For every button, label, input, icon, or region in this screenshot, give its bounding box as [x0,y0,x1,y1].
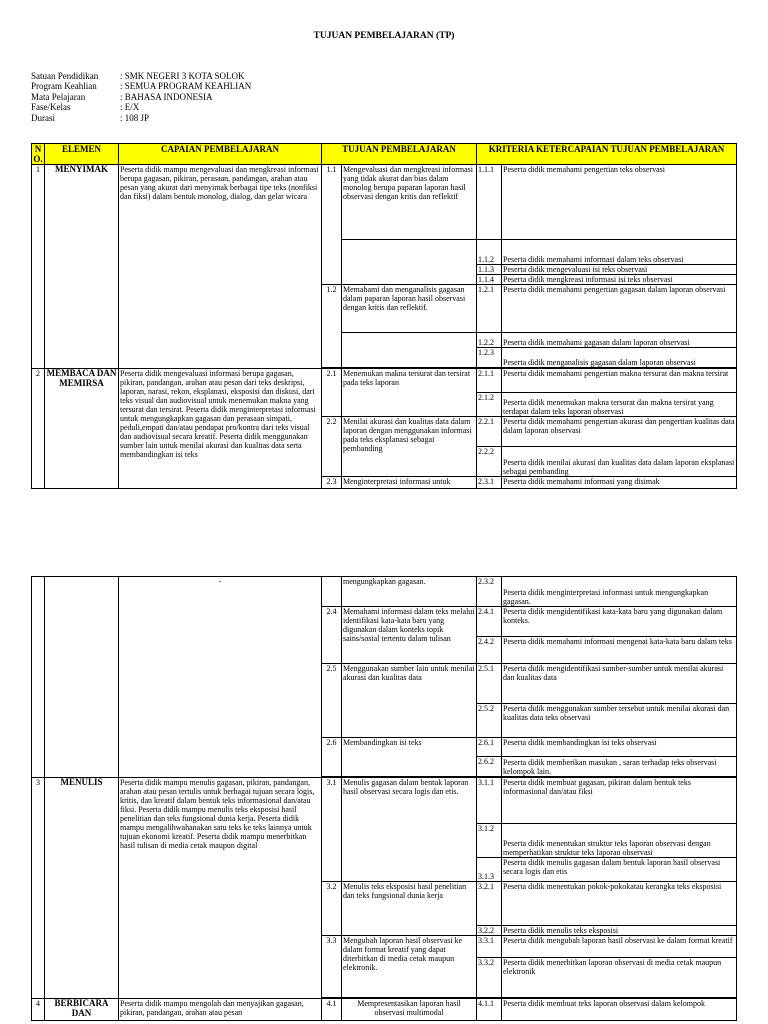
kriteria-number: 1.1.2 [477,255,501,265]
meta-value: : 108 JP [120,112,150,123]
header-elemen: ELEMEN [45,144,119,165]
kriteria-text: Peserta didik menganalisis gagasan dalam laporan observasi [503,358,696,367]
row-number-empty [32,577,45,778]
kriteria-text: Peserta didik menulis teks eksposisi [502,926,737,936]
tp-text: Membandingkan isi teks [342,738,477,777]
kriteria-text: Peserta didik menginterpretasi informasi untuk mengungkapkan gagasan. [502,577,737,607]
kriteria-number: 2.1.1 [477,369,502,393]
kriteria-number: 3.1.3 [477,858,502,882]
kriteria-text: Peserta didik memahami pengertian akurasi dan pengertian kualitas data dalam laporan observasi [502,417,737,447]
tp-text-empty [342,240,477,285]
tp-table-page-1 [31,143,737,489]
document-title: TUJUAN PEMBELAJARAN (TP) [313,31,455,41]
tp-table-page-2 [31,576,737,1021]
kriteria-text: Peserta didik memahami pengertian teks observasi [502,165,737,240]
kriteria-text: Peserta didik mengidentifikasi sumber-sumber untuk menilai akurasi dan kualitas data [502,664,737,704]
kriteria-number: 2.1.2 [477,393,502,417]
page-break-gap [0,490,768,566]
meta-label: Program Keahlian [31,81,97,92]
kriteria-number-stack [477,333,502,368]
kriteria-number-stack [477,240,502,285]
kriteria-number: 3.3.2 [477,958,502,998]
kriteria-text: Peserta didik menulis gagasan dalam bentuk laporan hasil observasi secara logis dan etis [502,858,737,882]
meta-row [31,81,251,91]
kriteria-number: 2.3.2 [477,577,502,607]
kriteria-text: Peserta didik menemukan makna tersurat dan makna tersirat yang terdapat dalam teks laporan observasi [502,393,737,417]
element-name: MENULIS [45,778,119,999]
tp-text: Menggunakan sumber lain untuk menilai akurasi dan kualitas data [342,664,477,738]
kriteria-number: 3.1.2 [477,824,502,858]
tp-number: 3.2 [322,882,342,936]
kriteria-text: Peserta didik memahami informasi yang disimak [502,477,737,489]
meta-label: Fase/Kelas [31,102,71,113]
table-row [32,577,737,607]
kriteria-text-stack [502,240,737,285]
meta-value: : SEMUA PROGRAM KEAHLIAN [120,81,252,92]
element-name: MENYIMAK [45,165,119,369]
meta-value: : BAHASA INDONESIA [120,91,213,102]
document-page-1 [0,0,768,490]
capaian-text: Peserta didik mampu mengevaluasi dan mengkreasi informasi berupa gagasan, pikiran, perasaan, pandangan, arahan atau pesan yang akurat dari menyimak berbagai tipe teks (nonfiksi dan fiksi) dalam bentuk monolog, dialog, dan gelar wicara [119,165,322,369]
kriteria-number: 2.2.2 [477,447,502,477]
tp-text: Mempresentasikan laporan hasil observasi multimodal [342,999,477,1021]
kriteria-number: 3.1.1 [477,778,502,824]
table-row [32,778,737,824]
capaian-continuation: - [119,577,322,778]
meta-value: : SMK NEGERI 3 KOTA SOLOK [120,71,245,81]
kriteria-number: 2.5.1 [477,664,502,704]
kriteria-text: Peserta didik memahami informasi dalam teks observasi [502,255,736,265]
kriteria-number: 1.2.3 [478,348,495,357]
row-number: 3 [32,778,45,999]
kriteria-text: Peserta didik menerbitkan laporan observasi di media cetak maupun elektronik [502,958,737,998]
kriteria-text: Peserta didik menilai akurasi dan kualitas data dalam laporan eksplanasi sebagai pembanding [502,447,737,477]
meta-value: : E/X [120,102,140,113]
meta-row [31,71,251,81]
capaian-text: Peserta didik mampu menulis gagasan, pikiran, pandangan, arahan atau pesan tertulis untuk berbagai tujuan secara logis, kritis, dan kreatif dalam bentuk teks informasional dan/atau fiksi. Peserta didik mampu menulis teks eksposisi hasil penelitian dan teks fungsional dunia kerja. Peserta didik mampu mengalihwahanakan satu teks ke teks lainnya untuk tujuan ekonomi kreatif. Peserta didik mampu menerbitkan hasil tulisan di media cetak maupun digital [119,778,322,999]
tp-text: Menulis teks eksposisi hasil penelitian dan teks fungsional dunia kerja [342,882,477,936]
tp-number: 2.5 [322,664,342,738]
element-name: MEMBACA DAN MEMIRSA [45,369,119,489]
kriteria-number: 1.1.3 [477,265,501,275]
kriteria-number: 2.5.2 [477,704,502,738]
header-kriteria: KRITERIA KETERCAPAIAN TUJUAN PEMBELAJARAN [477,144,737,165]
tp-number: 3.1 [322,778,342,882]
tp-text: Menemukan makna tersurat dan tersirat pada teks laporan [342,369,477,417]
tp-text: Memahami informasi dalam teks melalui identifikasi kata-kata baru yang digunakan dalam konteks topik sains/sosial tertentu dalam tulisan [342,607,477,664]
kriteria-text: Peserta didik menentukan pokok-pokokatau kerangka teks eksposisi [502,882,737,926]
header-no: NO. [33,144,43,164]
meta-label: Mata Pelajaran [31,91,86,102]
kriteria-number: 1.1.4 [478,275,495,284]
table-row [32,999,737,1021]
tp-number: 2.2 [322,417,342,477]
kriteria-number: 2.6.2 [477,757,502,777]
row-number: 1 [32,165,45,369]
kriteria-text: Peserta didik memberikan masukan , saran terhadap teks observasi kelompok lain. [502,757,737,777]
kriteria-text: Peserta didik mengubah laporan hasil observasi ke dalam format kreatif [502,936,737,958]
kriteria-number: 4.1.1 [477,999,502,1021]
table-row [32,369,737,393]
meta-row [31,113,251,123]
tp-text: Menilai akurasi dan kualitas data dalam laporan dengan menggunakan informasi pada teks eksplanasi sebagai pembanding [342,417,477,477]
tp-number: 2.4 [322,607,342,664]
identity-block [31,71,251,123]
table-row [32,165,737,240]
kriteria-number: 3.3.1 [477,936,502,958]
header-tujuan: TUJUAN PEMBELAJARAN [322,144,477,165]
kriteria-number: 2.6.1 [477,738,502,757]
tp-text-empty [342,333,477,368]
header-capaian: CAPAIAN PEMBELAJARAN [119,144,322,165]
kriteria-text: Peserta didik mengevaluasi isi teks observasi [502,265,736,275]
tp-text: Mengubah laporan hasil observasi ke dalam format kreatif yang dapat diterbitkan di media cetak maupun elektronik. [342,936,477,998]
kriteria-text: Peserta didik menentukan struktur teks laporan observasi dengan memperhatikan struktur teks laporan observasi [502,824,737,858]
meta-label: Satuan Pendidikan [31,71,99,81]
kriteria-text: Peserta didik mengkreasi informasi isi teks observasi [503,275,673,284]
kriteria-number: 2.4.1 [477,607,502,637]
tp-number: 2.6 [322,738,342,777]
kriteria-number: 3.2.1 [477,882,502,926]
meta-row [31,92,251,102]
tp-text: Memahami dan menganalisis gagasan dalam paparan laporan hasil observasi dengan kritis dan reflektif. [342,285,477,333]
kriteria-number: 1.2.1 [477,285,502,333]
capaian-text: Peserta didik mampu mengolah dan menyajikan gagasan, pikiran, pandangan, arahan atau pesan [119,999,322,1021]
meta-row [31,102,251,112]
row-number: 4 [32,999,45,1021]
tp-number: 1.2 [322,285,342,368]
kriteria-text: Peserta didik menggunakan sumber tersebut untuk menilai akurasi dan kualitas data teks observasi [502,704,737,738]
tp-number-empty [322,577,342,607]
tp-number: 3.3 [322,936,342,998]
meta-label: Durasi [31,112,55,123]
element-name-empty [45,577,119,778]
row-number: 2 [32,369,45,489]
kriteria-number: 1.2.2 [477,338,501,348]
kriteria-text: Peserta didik memahami gagasan dalam laporan observasi [502,338,736,348]
kriteria-text-stack [502,333,737,368]
tp-text: Menulis gagasan dalam bentuk laporan hasil observasi secara logis dan etis. [342,778,477,882]
table-header-row [32,144,737,165]
kriteria-number: 3.2.2 [477,926,502,936]
kriteria-text: Peserta didik membandingkan isi teks observasi [502,738,737,757]
kriteria-text: Peserta didik mengidentifikasi kata-kata baru yang digunakan dalam konteks. [502,607,737,637]
capaian-text: Peserta didik mengevaluasi informasi berupa gagasan, pikiran, pandangan, arahan atau pesan dari teks deskripsi, laporan, narasi, rekon, eksplanasi, eksposisi dan diskusi, dari teks visual dan audiovisual untuk menemukan makna yang tersurat dan tersirat. Peserta didik menginterpretasi informasi untuk mengungkapkan gagasan dan perasaan simpati, peduli,empati dan/atau pendapat pro/kontra dari teks visual dan audiovisual secara kreatif. Peserta didik menggunakan sumber lain untuk menilai akurasi dan kualitas data serta membandingkan isi teks [119,369,322,489]
tp-number: 4.1 [322,999,342,1021]
kriteria-number: 2.2.1 [477,417,502,447]
document-page-2 [0,566,768,1024]
kriteria-text: Peserta didik memahami pengertian gagasan dalam laporan observasi [502,285,737,333]
tp-number: 1.1 [322,165,342,285]
kriteria-text: Peserta didik membuat gagasan, pikiran dalam bentuk teks informasional dan/atau fiksi [502,778,737,824]
tp-text: Menginterpretasi informasi untuk [342,477,477,489]
tp-text: Mengevaluasi dan mengkreasi informasi yang tidak akurat dan bias dalam monolog berupa paparan laporan hasil observasi dengan kritis dan reflektif [342,165,477,240]
element-name: BERBICARA DAN [45,999,119,1021]
tp-number: 2.3 [322,477,342,489]
kriteria-text: Peserta didik membuat teks laporan observasi dalam kelompok [502,999,737,1021]
kriteria-number: 2.3.1 [477,477,502,489]
kriteria-number: 2.4.2 [477,637,502,664]
kriteria-text: Peserta didik memahami informasi mengenai kata-kata baru dalam teks [502,637,737,664]
kriteria-text: Peserta didik memahami pengertian makna tersurat dan makna tersirat [502,369,737,393]
tp-text: mengungkapkan gagasan. [342,577,477,607]
kriteria-number: 1.1.1 [477,165,502,240]
tp-number: 2.1 [322,369,342,417]
